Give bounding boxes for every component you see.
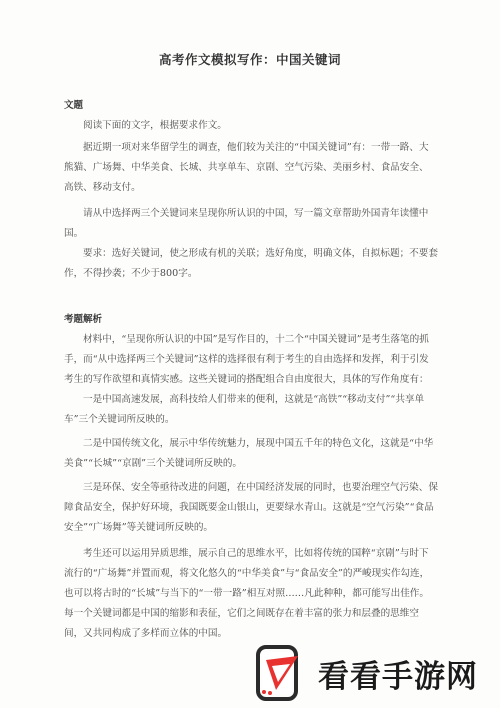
section-heading-analysis: 考题解析 <box>64 314 103 325</box>
analysis-paragraph-2: 一是中国高速发展，高科技给人们带来的便利，这就是“高铁”“移动支付”“共享单车”三个关键词所反映的。 <box>64 394 425 425</box>
prompt-paragraph-3: 请从中选择两三个关键词来呈现你所认识的中国，写一篇文章帮助外国青年读懂中国。 <box>64 208 429 239</box>
analysis-paragraph-1: 材料中，“呈现你所认识的中国”是写作目的，十二个“中国关键词”是考生落笔的抓手，而“从中选择两三个关键词”这样的选择很有利于考生的自由选择和发挥，利于引发考生的写作欲望和真情实感。这些关键词的搭配组合自由度很大，具体的写作角度有： <box>64 334 429 385</box>
section-heading-prompt: 文题 <box>64 100 84 111</box>
analysis-paragraph-4: 三是环保、安全等亟待改进的问题，在中国经济发展的同时，也要治理空气污染、保障食品安全，保护好环境，我国既要金山银山，更要绿水青山。这就是“空气污染”“食品安全”“广场舞”等关键词所反映的。 <box>64 482 438 533</box>
analysis-paragraph-3: 二是中国传统文化，展示中华传统魅力，展现中国五千年的特色文化，这就是“中华美食”“长城”“京剧”三个关键词所反映的。 <box>64 438 434 469</box>
site-watermark <box>252 644 500 702</box>
site-name: 看看手游网 <box>318 658 478 695</box>
prompt-paragraph-2: 据近期一项对来华留学生的调查，他们较为关注的“中国关键词”有：一带一路、大熊猫、广场舞、中华美食、长城、共享单车、京剧、空气污染、美丽乡村、食品安全、高铁、移动支付。 <box>64 142 429 193</box>
prompt-paragraph-1: 阅读下面的文字，根据要求作文。 <box>83 120 227 131</box>
site-logo-icon <box>252 644 310 702</box>
page-title: 高考作文模拟写作：中国关键词 <box>158 52 341 67</box>
analysis-paragraph-5: 考生还可以运用异质思维，展示自己的思维水平，比如将传统的国粹“京剧”与时下流行的“广场舞”并置而观，将文化悠久的“中华美食”与“食品安全”的严峻现实作勾连，也可以将古时的“长城”与当下的“一带一路”相互对照……凡此种种，都可能写出佳作。每一个关键词都是中国的缩影和表征，它们之间既存在着丰富的张力和层叠的思维空间，又共同构成了多样而立体的中国。 <box>64 548 430 639</box>
prompt-paragraph-4: 要求：选好关键词，使之形成有机的关联；选好角度，明确文体，自拟标题；不要套作，不得抄袭；不少于800字。 <box>64 248 438 279</box>
